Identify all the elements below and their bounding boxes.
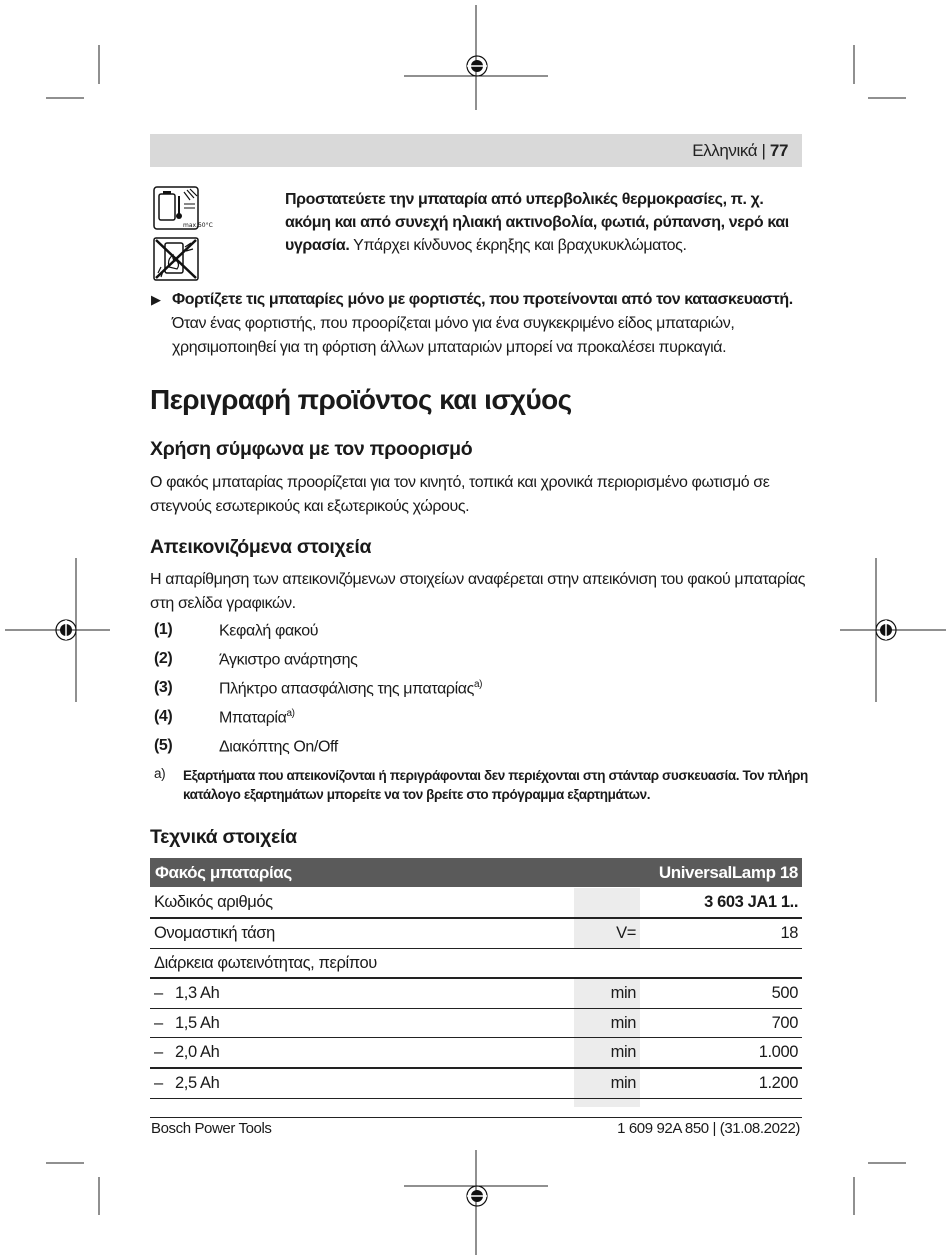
row-dash: – <box>154 984 163 1002</box>
row-dash: – <box>154 1043 163 1061</box>
row-sublabel: 1,5 Ah <box>175 1014 220 1032</box>
warning-normal: Υπάρχει κίνδυνος έκρηξης και βραχυκυκλώματος. <box>349 237 687 254</box>
row-unit: min <box>610 1014 636 1032</box>
row-sublabel: 1,3 Ah <box>175 984 220 1002</box>
components-heading: Απεικονιζόμενα στοιχεία <box>150 536 372 558</box>
table-row <box>150 1009 802 1038</box>
footer-rule <box>150 1117 802 1118</box>
row-dash: – <box>154 1074 163 1092</box>
list-label: Άγκιστρο ανάρτησης <box>219 651 358 669</box>
row-unit: min <box>610 1074 636 1092</box>
components-text: Η απαρίθμηση των απεικονιζόμενων στοιχείων αναφέρεται στην απεικόνιση του φακού μπαταρίας στη σελίδα γραφικών. <box>150 571 806 612</box>
table-row <box>150 888 802 917</box>
list-number: (3) <box>154 679 173 696</box>
technical-heading: Τεχνικά στοιχεία <box>150 826 297 848</box>
table-row <box>150 949 802 978</box>
list-number: (5) <box>154 737 173 754</box>
row-label: Κωδικός αριθμός <box>154 893 273 911</box>
header-text <box>692 141 788 161</box>
row-value: 3 603 JA1 1.. <box>704 893 798 911</box>
temperature-max-50c-icon <box>153 186 213 230</box>
row-value: 1.200 <box>758 1074 798 1092</box>
table-row <box>150 1038 802 1067</box>
bullet-triangle-icon: ▶ <box>151 292 161 307</box>
row-sublabel: 2,0 Ah <box>175 1043 220 1061</box>
bullet-normal: Όταν ένας φορτιστής, που προορίζεται μόνο για ένα συγκεκριμένο είδος μπαταριών, χρησιμοποιηθεί για τη φόρτιση άλλων μπαταριών μπορεί να προκαλέσει πυρκαγιά. <box>172 315 735 356</box>
footnote-text: Εξαρτήματα που απεικονίζονται ή περιγράφονται δεν περιέχονται στη στάνταρ συσκευασία. Τον πλήρη κατάλογο εξαρτημάτων μπορείτε να τον βρείτε στο πρόγραμμα εξαρτημάτων. <box>183 768 808 802</box>
table-header-right: UniversalLamp 18 <box>658 863 798 882</box>
bullet-bold: Φορτίζετε τις μπαταρίες μόνο με φορτιστές, που προτείνονται από τον κατασκευαστή. <box>172 291 793 308</box>
footnote-mark: a) <box>154 766 166 781</box>
registration-mark-top <box>467 56 487 76</box>
row-value: 700 <box>771 1014 798 1032</box>
row-unit: min <box>610 984 636 1002</box>
footer-left: Bosch Power Tools <box>151 1120 272 1137</box>
list-label: Διακόπτης On/Off <box>219 738 338 756</box>
header-language: Ελληνικά <box>692 141 758 160</box>
table-row <box>150 1069 802 1098</box>
page-number: 77 <box>769 141 788 160</box>
list-label: Πλήκτρο απασφάλισης της μπαταρίας$^{a)}$ <box>219 679 483 698</box>
table-row <box>150 919 802 948</box>
list-number: (1) <box>154 621 173 638</box>
row-value: 18 <box>780 924 798 942</box>
warning-bold: Προστατεύετε την μπαταρία από υπερβολικές θερμοκρασίες, π. χ. ακόμη και από συνεχή ηλιακή ακτινοβολία, φωτιά, ρύπανση, νερό και υγρασία. <box>285 191 789 254</box>
list-label: Κεφαλή φακού <box>219 622 319 640</box>
row-label: Διάρκεια φωτεινότητας, περίπου <box>154 954 377 972</box>
row-value: 1.000 <box>758 1043 798 1061</box>
bullet-text <box>172 288 808 360</box>
intended-use-heading: Χρήση σύμφωνα με τον προορισμό <box>150 438 473 460</box>
table-row <box>150 979 802 1008</box>
row-sublabel: 2,5 Ah <box>175 1074 220 1092</box>
footer-right: 1 609 92A 850 | (31.08.2022) <box>617 1120 800 1137</box>
table-header-left: Φακός μπαταρίας <box>155 863 292 882</box>
list-label: Μπαταρία$^{a)}$ <box>219 708 295 727</box>
row-value: 500 <box>771 984 798 1002</box>
row-label: Ονομαστική τάση <box>154 924 275 942</box>
row-unit: min <box>610 1043 636 1061</box>
section-title: Περιγραφή προϊόντος και ισχύος <box>150 384 572 415</box>
warning-text <box>285 188 805 257</box>
list-number: (2) <box>154 650 173 667</box>
no-fire-sun-water-icon <box>153 237 201 281</box>
registration-mark-bottom <box>467 1186 487 1206</box>
row-dash: – <box>154 1014 163 1032</box>
list-number: (4) <box>154 708 173 725</box>
icon-caption: max.50°C <box>183 222 213 229</box>
table-header <box>150 858 802 887</box>
header-separator: | <box>757 141 770 160</box>
page-header <box>150 134 802 167</box>
row-unit: V= <box>616 924 636 942</box>
intended-use-text: Ο φακός μπαταρίας προορίζεται για τον κινητό, τοπικά και χρονικά περιορισμένο φωτισμό σε στεγνούς εσωτερικούς και εξωτερικούς χώρους. <box>150 474 770 515</box>
table-rule <box>150 1098 802 1099</box>
